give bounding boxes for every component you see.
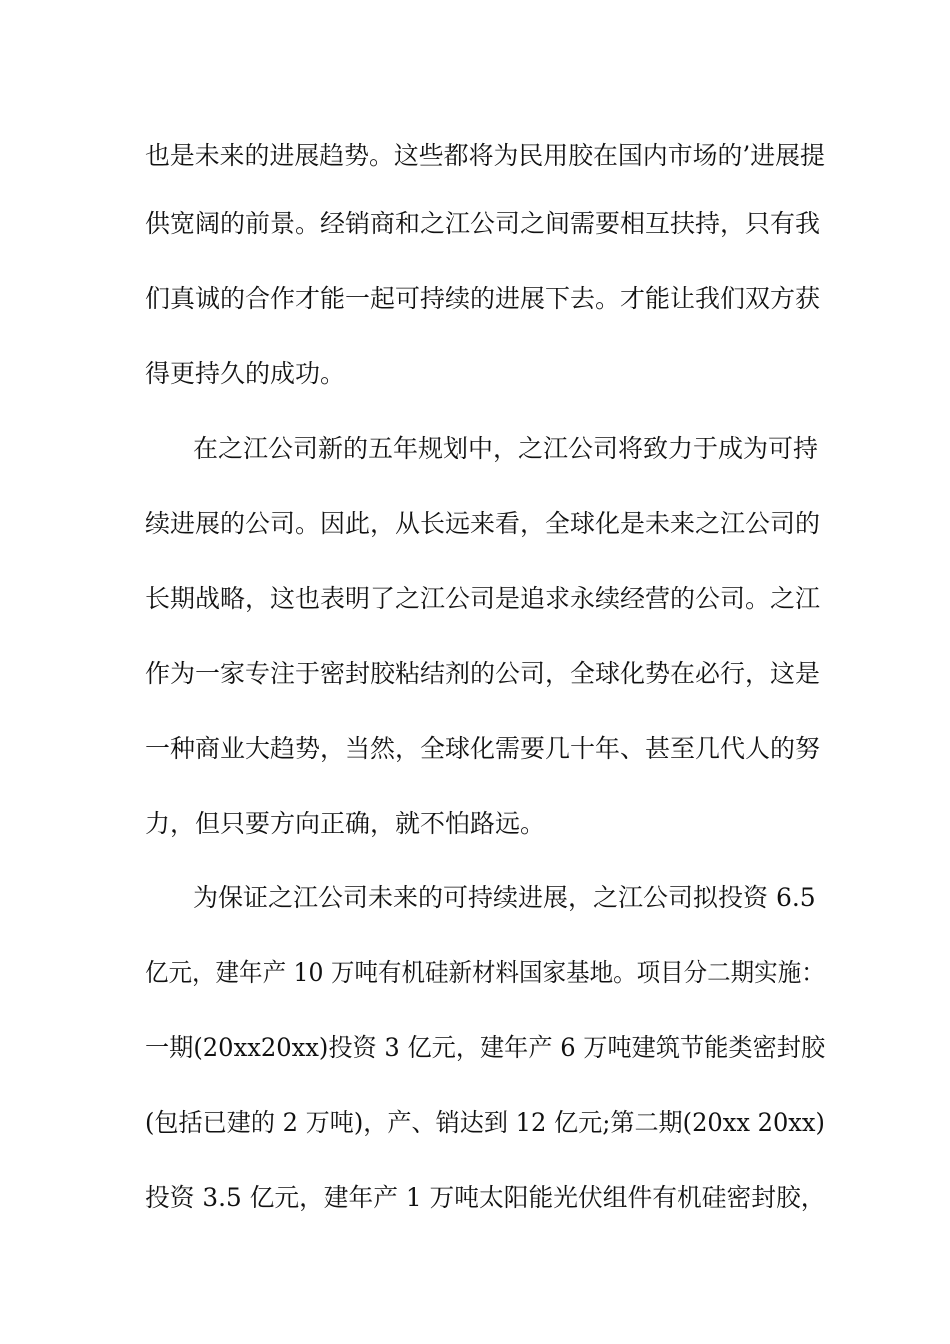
paragraph-2-line-5: 一种商业大趋势，当然，全球化需要几十年、甚至几代人的努	[145, 734, 821, 763]
paragraph-1-line-3: 们真诚的合作才能一起可持续的进展下去。才能让我们双方获	[145, 284, 821, 313]
paragraph-3-line-5: 投资 3.5 亿元，建年产 1 万吨太阳能光伏组件有机硅密封胶，	[145, 1183, 826, 1212]
paragraph-2-line-2: 续进展的公司。因此，从长远来看，全球化是未来之江公司的	[145, 509, 821, 538]
paragraph-1-line-4: 得更持久的成功。	[145, 359, 346, 388]
paragraph-1-line-2: 供宽阔的前景。经销商和之江公司之间需要相互扶持，只有我	[145, 209, 821, 238]
paragraph-3-line-1: 为保证之江公司未来的可持续进展，之江公司拟投资 6.5	[193, 883, 816, 912]
paragraph-1-line-1: 也是未来的进展趋势。这些都将为民用胶在国内市场的’进展提	[145, 141, 825, 170]
paragraph-3-line-2: 亿元，建年产 10 万吨有机硅新材料国家基地。项目分二期实施：	[145, 958, 825, 987]
paragraph-2-line-3: 长期战略，这也表明了之江公司是追求永续经营的公司。之江	[145, 584, 821, 613]
paragraph-2-line-1: 在之江公司新的五年规划中，之江公司将致力于成为可持	[193, 434, 819, 463]
paragraph-2-line-4: 作为一家专注于密封胶粘结剂的公司，全球化势在必行，这是	[145, 659, 821, 688]
paragraph-3-line-3: 一期(20xx20xx)投资 3 亿元，建年产 6 万吨建筑节能类密封胶	[145, 1033, 826, 1062]
paragraph-3-line-4: (包括已建的 2 万吨)，产、销达到 12 亿元;第二期(20xx 20xx)	[145, 1108, 825, 1137]
paragraph-2-line-6: 力，但只要方向正确，就不怕路远。	[145, 809, 546, 838]
